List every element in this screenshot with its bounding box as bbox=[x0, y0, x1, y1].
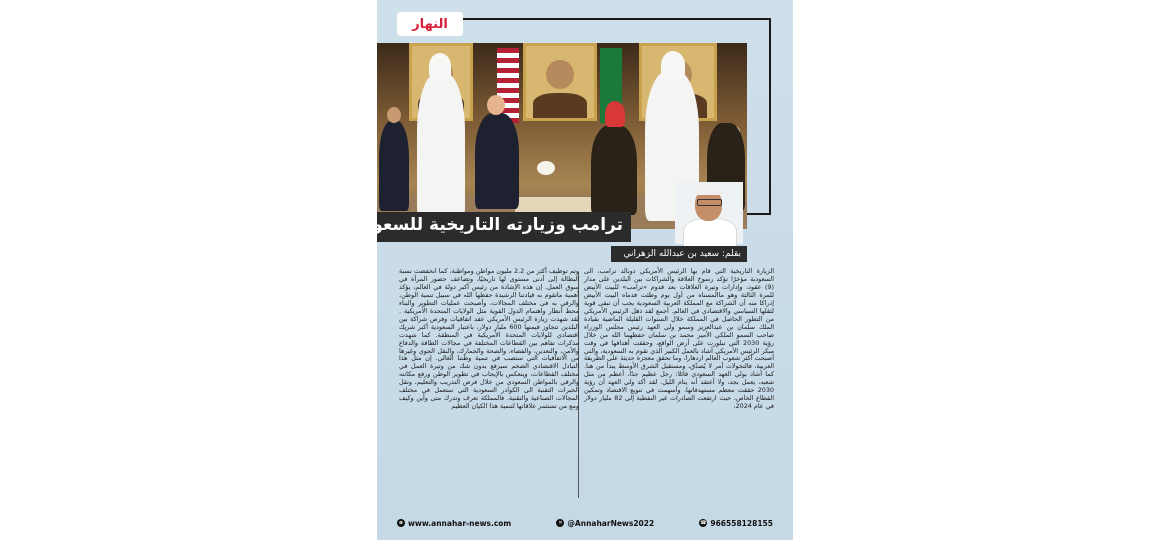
paragraph: الزيارة التاريخية التي قام بها الرئيس الأمريكي دونالد ترامب، الى السعودية مؤخرًا تؤكد رسوخ العلاقة والشراكات بين البلدين على مدار (9) عقود، وإدارات وتيرة العلاقات بعد قدوم «ترامب» للبيت الأبيض للمرة الثالثة وهو ماالمسناه من أول يوم وطئت قدماه البيت الأبيض إدراكا منه أن الشراكة مع المملكة العربية السعودية يجب أن تبقى قوية لثقلها السياسي والاقتصادي في العالم. أجمع لقد ذهل الرئيس الأمريكي من التطور الحاصل في المملكة خلال السنوات القليلة الماضية بقيادة الملك سلمان بن عبدالعزيز وسمو ولي العهد رئيس مجلس الوزراء صاحب السمو الملكي الأمير محمد بن سلمان حفظهما الله من خلال رؤية 2030 التي تبلورت على أرض الواقع، وحققت أهدافها في وقت مبكر الرئيس الأمريكي أشاد بالعمل الكبير الذي تقوم به السعودية، والتي أصبحت أكثر شعوب العالم ازدهارا، وما تحقق معجزة حديثة على الطريقة العربية، فالتحولات أمر لا يُصدّق، ومستقبل الشرق الأوسط يبدأ من هنا. كما أشاد بولي العهد السعودي قائلا: رجل عظيم جدًا، أعظم من مثل شعبه، يعمل بجد، ولا أعتقد أنه ينام الليل. لقد أكد ولي العهد أن رؤية 2030 حققت معظم مستهدفاتها، وأسهمت في تنويع الاقتصاد وتمكين القطاع الخاص، حيث ارتفعت الصادرات غير النفطية إلى 82 مليار دولار في عام 2024، bbox=[584, 267, 774, 411]
paragraph: وتم توظيف أكثر من 2.2 مليون مواطن ومواطنة، كما انخفضت نسبة البطالة إلى أدنى مستوى لها تاريخيًا، وتضاعف حضور المرأة في سوق العمل. إن هذه الإشادة من رئيس أكبر دولة في العالم، يؤكد أهمية ماتقوم به قيادتنا الرشيدة حفظها الله في سبيل تنمية الوطن، والرقي به في مختلف المجالات، وأصبحت عمليات التطوير والبناء محط أنظار واهتمام الدول القوية مثل الولايات المتحدة الأمريكية . لقد شهدت زيارة الرئيس الأمريكي عقد اتفاقيات وفرص شراكة بين البلدين تتجاوز قيمتها 600 مليار دولار، باعتبار السعودية أكبر شريك اقتصادي للولايات المتحدة الأمريكية في المنطقة. كما شهدت مذكرات تفاهم بين القطاعات المختلفة في مجالات الطاقة والدفاع والأمن، والتعدين، والفضاء، والصحة والجمارك، والنقل الجوي وغيرها من الاتفاقيات التي ستصب في تنمية وطننا الغالي. إن مثل هذا التبادل الاقتصادي الضخم سيرفع بدون شك من وتيرة العمل في مختلف القطاعات، وينعكس بالإيجاب في تطوير الوطن ورفع مكانته والرقي بالمواطن السعودي من خلال فرص التدريب والتعليم، ونقل الخبرات التقنية الى الكوادر السعودية التي ستعمل في مختلف المجالات الصناعية والتقنية. فالمملكة تعرف وتدرك متى وأين وكيف ومع من تستثمر علاقاتها لتنمية هذا الكيان العظيم bbox=[399, 267, 579, 411]
logo-text: النهار bbox=[412, 16, 448, 32]
title-bar bbox=[346, 212, 631, 242]
whatsapp-icon: ☎ bbox=[700, 520, 707, 526]
person-seated-center bbox=[475, 113, 519, 209]
page-footer bbox=[397, 516, 773, 530]
author-photo bbox=[675, 182, 743, 244]
website-link[interactable]: www.annahar-news.com bbox=[408, 518, 512, 528]
article-byline: بقلم: سعيد بن عبدالله الزهراني bbox=[611, 246, 747, 262]
newspaper-page bbox=[346, 0, 793, 540]
article-column-left bbox=[399, 268, 579, 498]
article-column-right bbox=[584, 268, 774, 510]
globe-icon: ⊕ bbox=[398, 520, 404, 526]
x-logo-icon: ✕ bbox=[558, 520, 563, 526]
person-seated-left bbox=[379, 121, 409, 211]
newspaper-logo bbox=[397, 12, 463, 36]
portrait-center bbox=[523, 43, 597, 121]
article-title: ترامب وزيارته التاريخية للسعودية bbox=[346, 215, 623, 235]
person-seated-right bbox=[591, 125, 637, 215]
person-standing-left bbox=[417, 73, 465, 219]
footer-twitter[interactable] bbox=[556, 519, 654, 528]
twitter-handle[interactable]: @AnnaharNews2022 bbox=[567, 518, 655, 528]
footer-phone[interactable] bbox=[699, 519, 773, 528]
footer-website[interactable] bbox=[397, 519, 511, 528]
phone-number[interactable]: 966558128155 bbox=[710, 518, 773, 528]
